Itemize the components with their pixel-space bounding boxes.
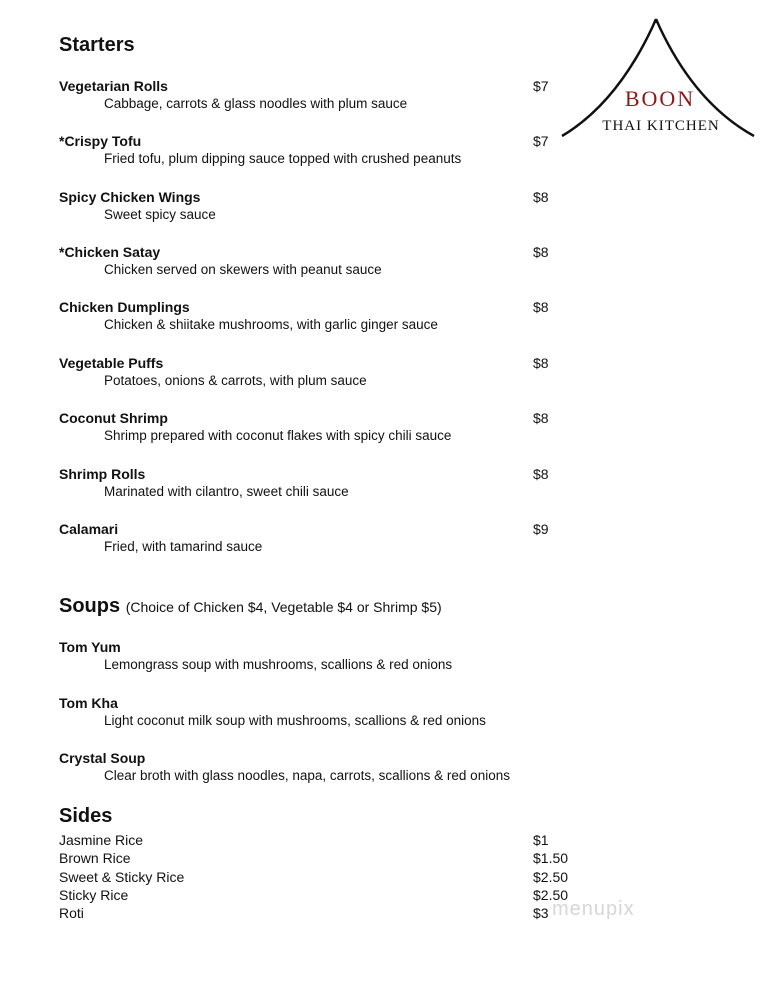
side-item (59, 831, 579, 849)
item-name: Chicken Dumplings (59, 299, 190, 315)
side-price: $1 (533, 832, 549, 848)
item-price: $8 (533, 466, 549, 482)
menu-item (59, 409, 559, 445)
menu-item (59, 132, 559, 168)
item-description: Fried tofu, plum dipping sauce topped with crushed peanuts (104, 151, 462, 166)
soups-heading (59, 595, 442, 618)
item-description: Cabbage, carrots & glass noodles with plum sauce (104, 96, 408, 111)
side-price: $1.50 (533, 850, 569, 866)
item-name: Tom Yum (59, 639, 121, 655)
side-item (59, 886, 579, 904)
side-price: $2.50 (533, 887, 569, 903)
item-name: Vegetarian Rolls (59, 78, 168, 94)
item-name: Crystal Soup (59, 750, 146, 766)
side-item (59, 904, 579, 922)
item-description: Light coconut milk soup with mushrooms, scallions & red onions (104, 713, 486, 728)
item-name: Tom Kha (59, 695, 118, 711)
side-name: Jasmine Rice (59, 832, 144, 848)
side-price: $3 (533, 905, 549, 921)
menu-item (59, 638, 559, 674)
item-description: Shrimp prepared with coconut flakes with spicy chili sauce (104, 428, 452, 443)
item-name: Shrimp Rolls (59, 466, 146, 482)
menu-item (59, 77, 559, 113)
item-name: Spicy Chicken Wings (59, 189, 201, 205)
menu-item (59, 188, 559, 224)
logo-line-1: BOON (624, 86, 696, 111)
menu-item (59, 298, 559, 334)
watermark: menupix (552, 898, 635, 920)
item-description: Clear broth with glass noodles, napa, carrots, scallions & red onions (104, 768, 510, 783)
item-description: Potatoes, onions & carrots, with plum sauce (104, 373, 367, 388)
item-name: *Crispy Tofu (59, 133, 142, 149)
side-price: $2.50 (533, 869, 569, 885)
logo-line-2: THAI KITCHEN (602, 118, 720, 134)
side-name: Brown Rice (59, 850, 131, 866)
item-price: $8 (533, 299, 549, 315)
item-price: $7 (533, 78, 549, 94)
item-price: $7 (533, 133, 549, 149)
side-name: Roti (59, 905, 84, 921)
side-name: Sticky Rice (59, 887, 129, 903)
item-name: Vegetable Puffs (59, 355, 164, 371)
soups-note: (Choice of Chicken $4, Vegetable $4 or Shrimp $5) (125, 599, 442, 615)
item-price: $8 (533, 355, 549, 371)
item-name: *Chicken Satay (59, 244, 161, 260)
item-price: $8 (533, 410, 549, 426)
menu-item (59, 354, 559, 390)
item-price: $9 (533, 521, 549, 537)
item-description: Fried, with tamarind sauce (104, 539, 263, 554)
menu-item (59, 694, 559, 730)
item-description: Chicken served on skewers with peanut sauce (104, 262, 382, 277)
boon-thai-kitchen-logo (556, 14, 760, 144)
sides-heading: Sides (59, 805, 113, 827)
item-description: Chicken & shiitake mushrooms, with garlic ginger sauce (104, 317, 438, 332)
item-price: $8 (533, 189, 549, 205)
menu-item (59, 243, 559, 279)
item-name: Calamari (59, 521, 119, 537)
item-name: Coconut Shrimp (59, 410, 168, 426)
side-item (59, 868, 579, 886)
side-item (59, 849, 579, 867)
menu-item (59, 520, 559, 556)
item-description: Lemongrass soup with mushrooms, scallions & red onions (104, 657, 453, 672)
item-price: $8 (533, 244, 549, 260)
soups-title: Soups (59, 595, 121, 617)
item-description: Marinated with cilantro, sweet chili sauce (104, 484, 349, 499)
menu-item (59, 749, 559, 785)
menu-item (59, 465, 559, 501)
starters-heading: Starters (59, 34, 135, 56)
item-description: Sweet spicy sauce (104, 207, 216, 222)
side-name: Sweet & Sticky Rice (59, 869, 185, 885)
